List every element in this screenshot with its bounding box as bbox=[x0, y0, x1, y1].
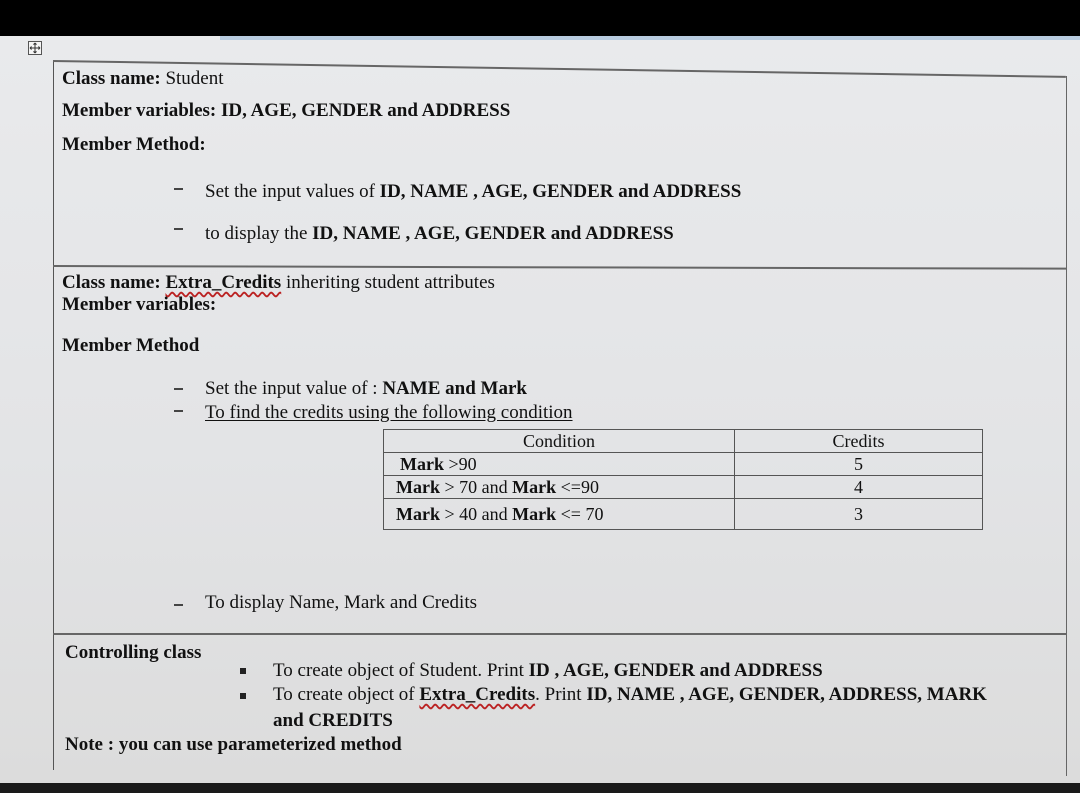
student-class-name: Class name: Student bbox=[62, 68, 224, 89]
controlling-class-label: Controlling class bbox=[65, 642, 202, 663]
table-border-left bbox=[53, 62, 54, 770]
student-member-method-label: Member Method: bbox=[62, 134, 206, 155]
dash-bullet bbox=[174, 604, 183, 606]
extra-credits-method-display: To display Name, Mark and Credits bbox=[205, 592, 478, 613]
page-top-highlight bbox=[220, 36, 1080, 40]
controlling-bullet-extra-credits: To create object of Extra_Credits. Print ID, NAME , AGE, GENDER, ADDRESS, MARK bbox=[273, 684, 987, 705]
student-member-variables: Member variables: ID, AGE, GENDER and ADDRESS bbox=[62, 100, 511, 121]
controlling-bullet-student: To create object of Student. Print ID , AGE, GENDER and ADDRESS bbox=[273, 660, 823, 681]
credits-cell: 5 bbox=[735, 453, 983, 476]
extra-credits-member-method-label: Member Method bbox=[62, 335, 200, 356]
credits-cell: 3 bbox=[735, 499, 983, 530]
square-bullet bbox=[240, 693, 246, 699]
condition-cell: Mark > 70 and Mark <=90 bbox=[384, 476, 735, 499]
student-method-set-values: Set the input values of ID, NAME , AGE, GENDER and ADDRESS bbox=[205, 181, 742, 202]
student-method-display: to display the ID, NAME , AGE, GENDER and ADDRESS bbox=[205, 223, 674, 244]
section-divider-1 bbox=[53, 265, 1066, 269]
extra-credits-method-set: Set the input value of : NAME and Mark bbox=[205, 378, 527, 399]
dash-bullet bbox=[174, 188, 183, 190]
dash-bullet bbox=[174, 410, 183, 412]
top-black-bar bbox=[0, 0, 1080, 36]
extra-credits-method-find: To find the credits using the following condition bbox=[205, 402, 573, 423]
condition-cell: Mark >90 bbox=[384, 453, 735, 476]
dash-bullet bbox=[174, 228, 183, 230]
note-text: Note : you can use parameterized method bbox=[65, 734, 402, 755]
table-row bbox=[384, 499, 983, 530]
credits-header: Credits bbox=[735, 430, 983, 453]
section-divider-2 bbox=[53, 633, 1066, 635]
table-row bbox=[384, 453, 983, 476]
credits-cell: 4 bbox=[735, 476, 983, 499]
extra-credits-class-name: Class name: Extra_Credits inheriting student attributes bbox=[62, 272, 495, 293]
bottom-black-bar bbox=[0, 783, 1080, 793]
table-border-right bbox=[1066, 76, 1067, 776]
table-header-row bbox=[384, 430, 983, 453]
credits-condition-table bbox=[383, 429, 983, 530]
table-row bbox=[384, 476, 983, 499]
dash-bullet bbox=[174, 388, 183, 390]
square-bullet bbox=[240, 668, 246, 674]
controlling-bullet-continuation: and CREDITS bbox=[273, 710, 393, 731]
extra-credits-member-variables: Member variables: bbox=[62, 294, 217, 315]
condition-header: Condition bbox=[384, 430, 735, 453]
document-page bbox=[0, 36, 1080, 783]
condition-cell: Mark > 40 and Mark <= 70 bbox=[384, 499, 735, 530]
table-move-handle-icon[interactable] bbox=[28, 41, 42, 55]
